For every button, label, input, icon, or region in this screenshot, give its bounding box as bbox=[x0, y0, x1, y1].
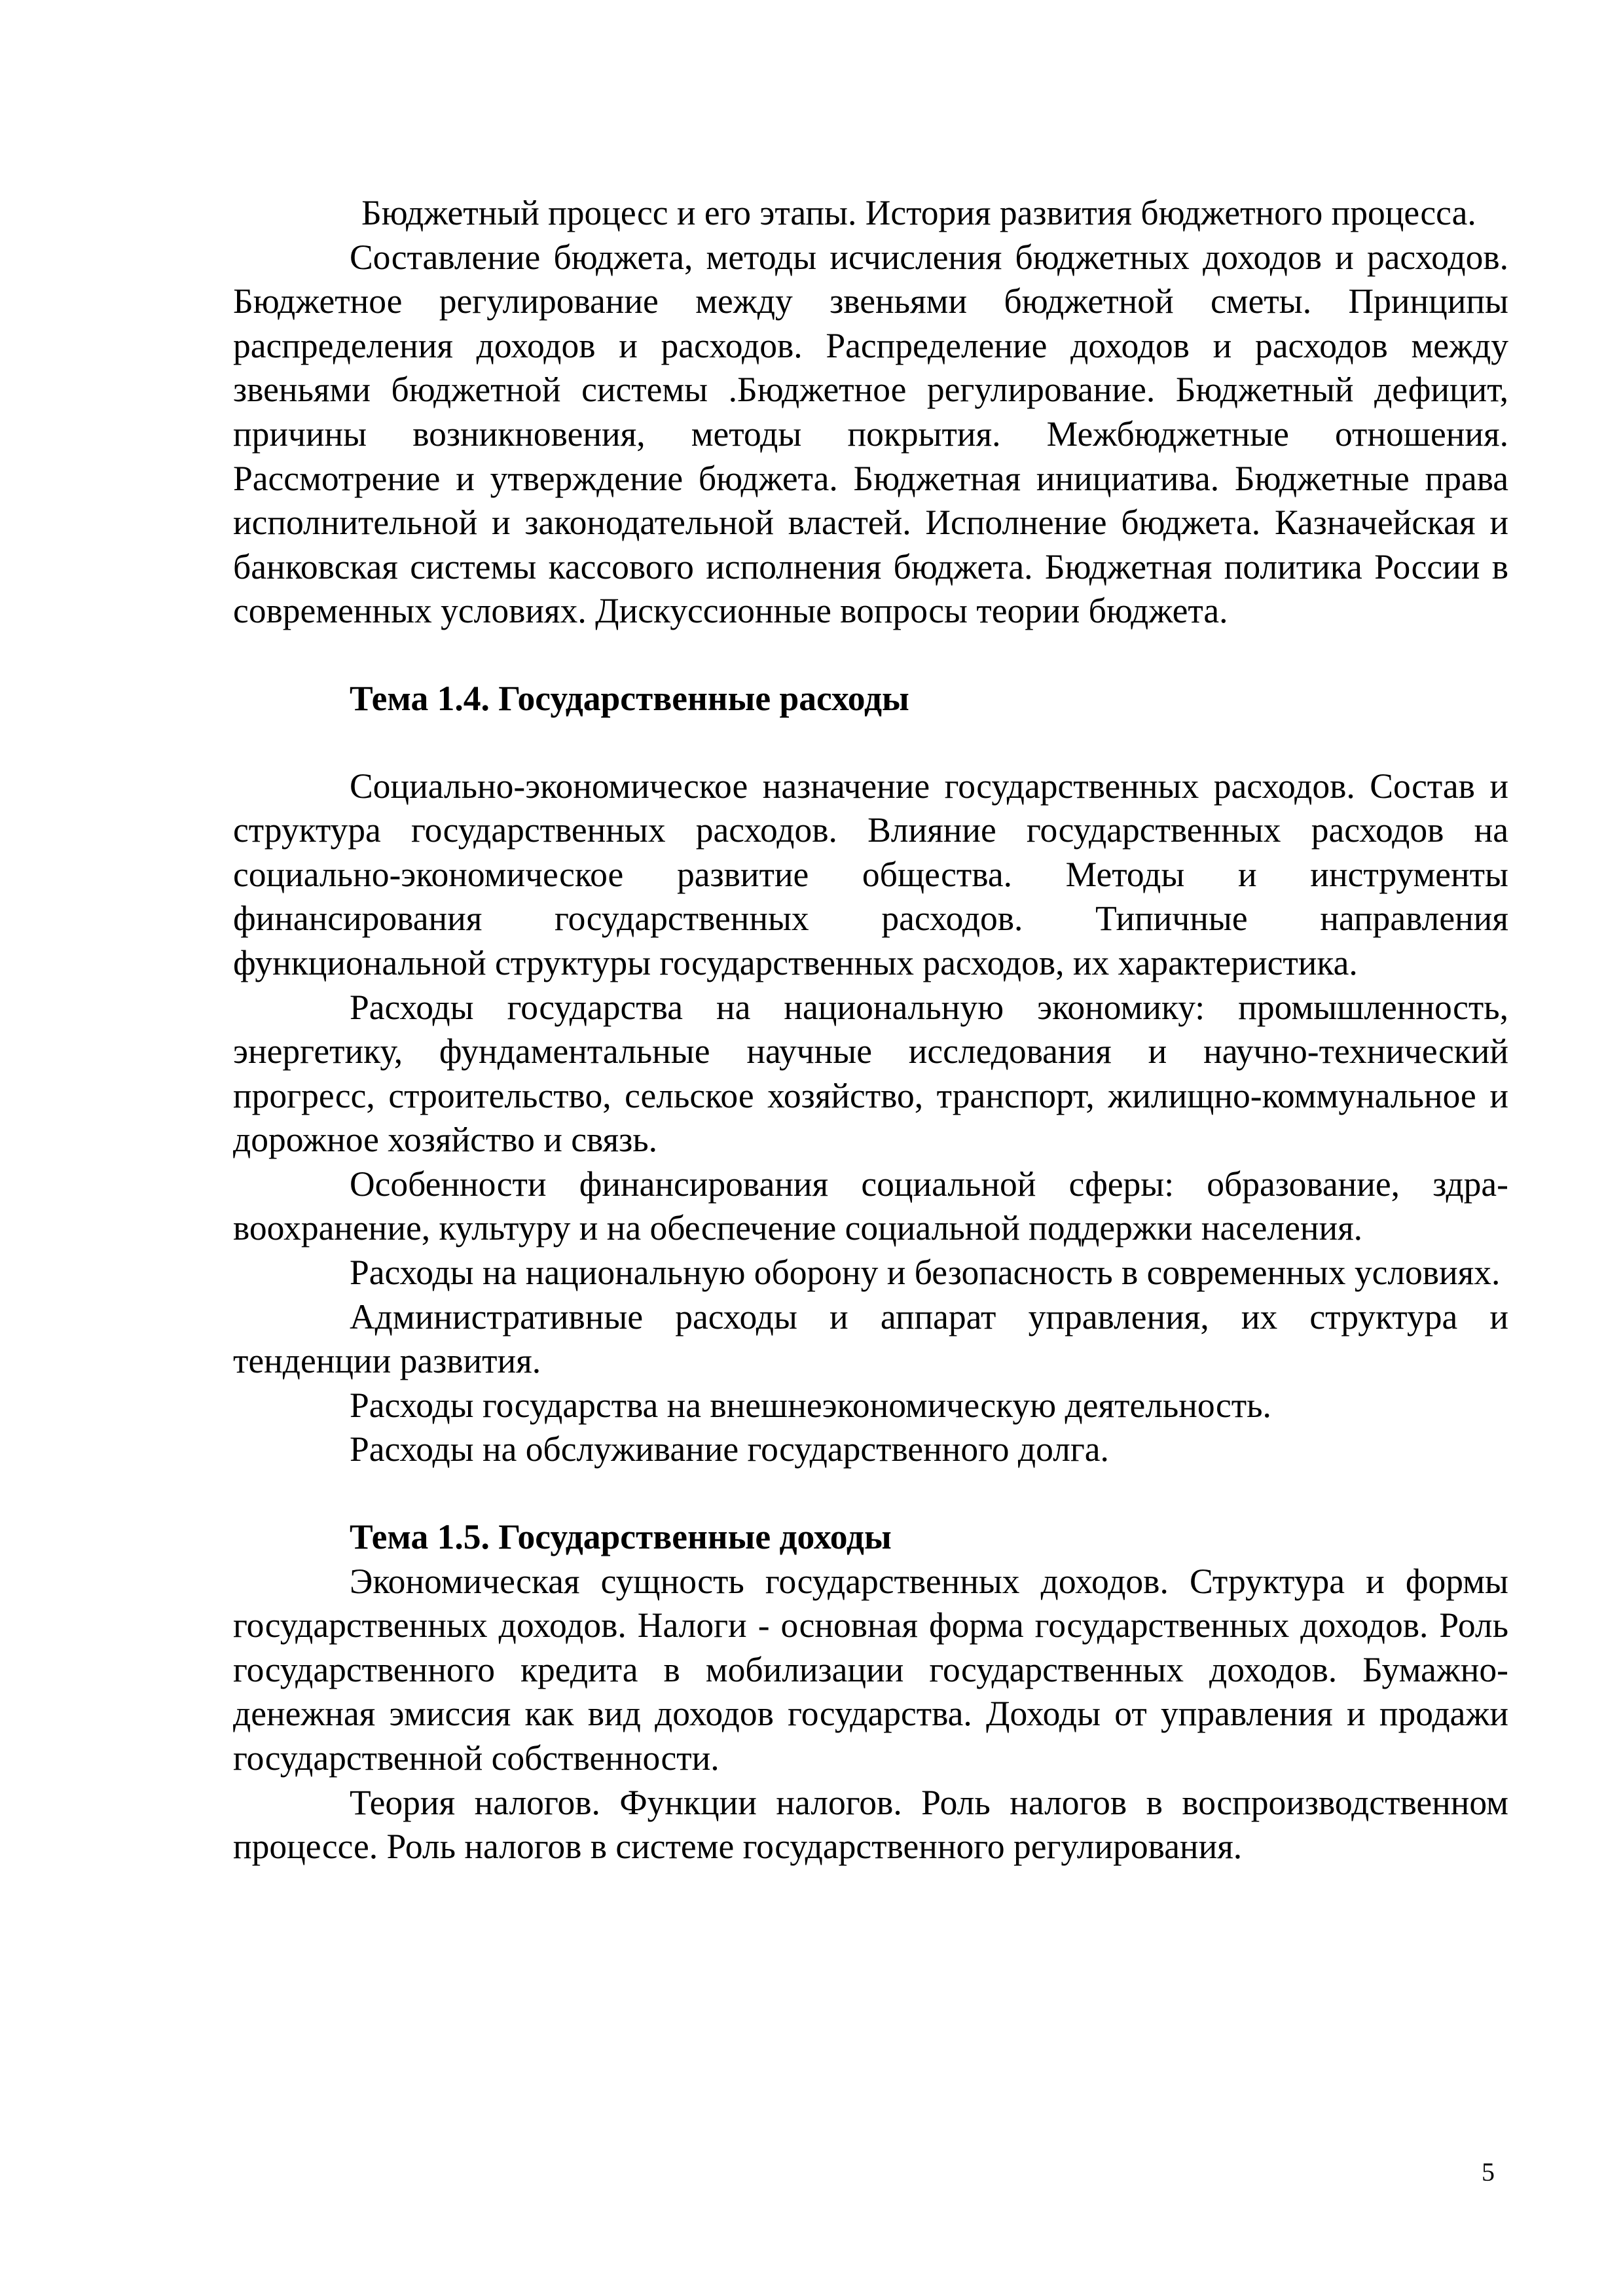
body-paragraph: Расходы государства на внешнеэкономическую деятельность. bbox=[350, 1385, 1271, 1425]
page-number: 5 bbox=[1482, 2157, 1495, 2187]
body-paragraph: Социально-экономическое назначение государственных расходов. Состав и структура государственных расходов. Влияние государственных расходов на социально-экономическое развитие общества. Методы и инструменты финансирования государственных расходов. Типичные направления функциональной структуры государственных расходов, их характеристика. bbox=[233, 766, 1508, 982]
body-paragraph: Расходы на обслуживание государственного долга. bbox=[350, 1429, 1109, 1469]
body-paragraph: Экономическая сущность государственных доходов. Структура и формы государственных доходов. Налоги - основная форма государственных доходов. Роль государственного кредита в мобилизации государственных доходов. Бумажно-денежная эмиссия как вид доходов государства. Доходы от управления и продажи государственной собственности. bbox=[233, 1561, 1508, 1778]
body-paragraph: Бюджетный процесс и его этапы. История развития бюджетного процесса. bbox=[361, 193, 1476, 232]
body-paragraph: Расходы на национальную оборону и безопасность в современных условиях. bbox=[350, 1253, 1501, 1293]
section-heading-1-5: Тема 1.5. Государственные доходы bbox=[350, 1517, 892, 1557]
body-paragraph: Теория налогов. Функции налогов. Роль налогов в воспроизводственном процессе. Роль налогов в системе государственного регулирования. bbox=[233, 1782, 1508, 1867]
body-paragraph: Составление бюджета, методы исчисления бюджетных доходов и расходов. Бюджетное регулирование между звеньями бюджетной сметы. Принципы распределения доходов и расходов. Распределение доходов и расходов между звеньями бюджетной системы .Бюджетное регулирование. Бюджетный дефицит, причины возникновения, методы покрытия. Межбюджетные отношения. Рассмотрение и утверждение бюджета. Бюджетная инициатива. Бюджетные права исполнительной и законодательной властей. Исполнение бюджета. Казначейская и банковская системы кассового исполнения бюджета. Бюджетная политика России в современных условиях. Дискуссионные вопросы теории бюджета. bbox=[233, 237, 1508, 631]
body-paragraph: Расходы государства на национальную экономику: промышленность, энергетику, фундаментальные научные исследования и научно-технический прогресс, строительство, сельское хозяйство, транспорт, жилищно-коммунальное и дорожное хозяйство и связь. bbox=[233, 987, 1508, 1160]
section-heading-1-4: Тема 1.4. Государственные расходы bbox=[350, 678, 909, 718]
body-paragraph: Административные расходы и аппарат управления, их структура и тенденции развития. bbox=[233, 1297, 1508, 1381]
body-paragraph: Особенности финансирования социальной сферы: образование, здравоохранение, культуру и на обеспечение социальной поддержки населения. bbox=[233, 1164, 1508, 1248]
document-page bbox=[233, 191, 1508, 1869]
